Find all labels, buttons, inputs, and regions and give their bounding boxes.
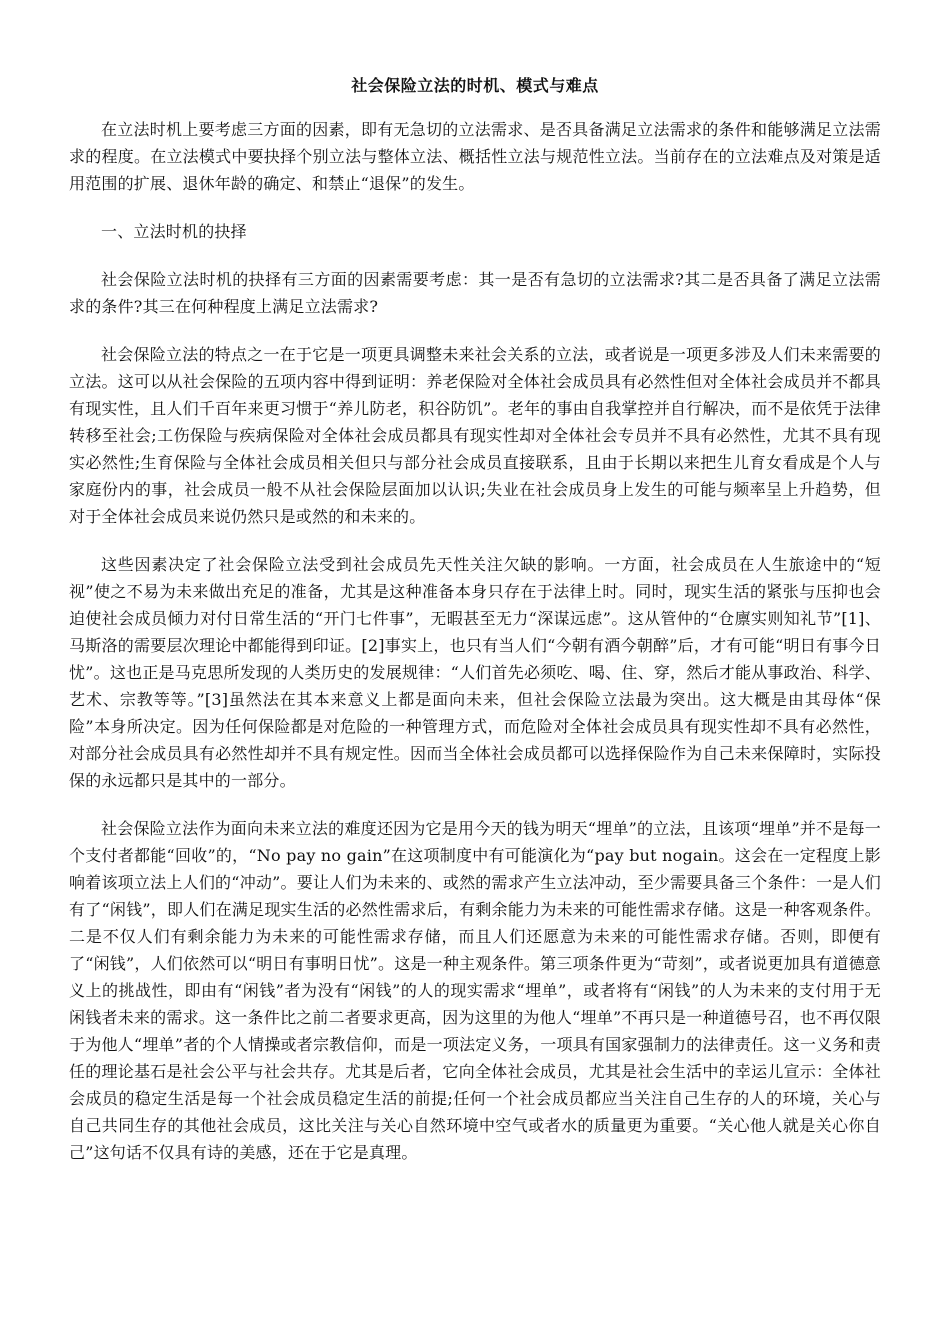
body-paragraph: 社会保险立法时机的抉择有三方面的因素需要考虑：其一是否有急切的立法需求?其二是否具备了满足立法需求的条件?其三在何种程度上满足立法需求? bbox=[69, 270, 881, 316]
body-paragraph: 社会保险立法作为面向未来立法的难度还因为它是用今天的钱为明天“埋单”的立法，且该项“埋单”并不是每一个支付者都能“回收”的，“No pay no gain”在这项制度中有可能演化为“pay but nogain。这会在一定程度上影响着该项立法上人们的“冲动”。要让人们为未来的、或然的需求产生立法冲动，至少需要具备三个条件：一是人们有了“闲钱”，即人们在满足现实生活的必然性需求后，有剩余能力为未来的可能性需求存储。这是一种客观条件。二是不仅人们有剩余能力为未来的可能性需求存储，而且人们还愿意为未来的可能性需求存储。否则，即便有了“闲钱”，人们依然可以“明日有事明日忧”。这是一种主观条件。第三项条件更为“苛刻”，或者说更加具有道德意义上的挑战性，即由有“闲钱”者为没有“闲钱”的人的现实需求“埋单”，或者将有“闲钱”的人为未来的支付用于无闲钱者未来的需求。这一条件比之前二者要求更高，因为这里的为他人“埋单”不再只是一种道德号召，也不再仅限于为他人“埋单”者的个人情操或者宗教信仰，而是一项法定义务，一项具有国家强制力的法律责任。这一义务和责任的理论基石是社会公平与社会共存。尤其是后者，它向全体社会成员，尤其是社会生活中的幸运儿宣示：全体社会成员的稳定生活是每一个社会成员稳定生活的前提;任何一个社会成员都应当关注自己生存的人的环境，关心与自己共同生存的其他社会成员，这比关注与关心自然环境中空气或者水的质量更为重要。“关心他人就是关心你自己”这句话不仅具有诗的美感，还在于它是真理。 bbox=[69, 819, 881, 1162]
abstract-paragraph: 在立法时机上要考虑三方面的因素，即有无急切的立法需求、是否具备满足立法需求的条件和能够满足立法需求的程度。在立法模式中要抉择个别立法与整体立法、概括性立法与规范性立法。当前存在的立法难点及对策是适用范围的扩展、退休年龄的确定、和禁止“退保”的发生。 bbox=[69, 120, 881, 193]
body-paragraph: 这些因素决定了社会保险立法受到社会成员先天性关注欠缺的影响。一方面，社会成员在人生旅途中的“短视”使之不易为未来做出充足的准备，尤其是这种准备本身只存在于法律上时。同时，现实生活的紧张与压抑也会迫使社会成员倾力对付日常生活的“开门七件事”，无暇甚至无力“深谋远虑”。这从管仲的“仓廪实则知礼节”[1]、马斯洛的需要层次理论中都能得到印证。[2]事实上，也只有当人们“今朝有酒今朝醉”后，才有可能“明日有事今日忧”。这也正是马克思所发现的人类历史的发展规律：“人们首先必须吃、喝、住、穿，然后才能从事政治、科学、艺术、宗教等等。”[3]虽然法在其本来意义上都是面向未来，但社会保险立法最为突出。这大概是由其母体“保险”本身所决定。因为任何保险都是对危险的一种管理方式，而危险对全体社会成员具有现实性却不具有必然性，对部分社会成员具有必然性却并不具有规定性。因而当全体社会成员都可以选择保险作为自己未来保障时，实际投保的永远都只是其中的一部分。 bbox=[69, 555, 881, 790]
document-title: 社会保险立法的时机、模式与难点 bbox=[351, 76, 599, 95]
section-heading: 一、立法时机的抉择 bbox=[101, 222, 247, 241]
body-paragraph: 社会保险立法的特点之一在于它是一项更具调整未来社会关系的立法，或者说是一项更多涉及人们未来需要的立法。这可以从社会保险的五项内容中得到证明：养老保险对全体社会成员具有必然性但对全体社会成员并不都具有现实性，且人们千百年来更习惯于“养儿防老，积谷防饥”。老年的事由自我掌控并自行解决，而不是依凭于法律转移至社会;工伤保险与疾病保险对全体社会成员都具有现实性却对全体社会专员并不具有必然性，尤其不具有现实必然性;生育保险与全体社会成员相关但只与部分社会成员直接联系，且由于长期以来把生儿育女看成是个人与家庭份内的事，社会成员一般不从社会保险层面加以认识;失业在社会成员身上发生的可能与频率呈上升趋势，但对于全体社会成员来说仍然只是或然的和未来的。 bbox=[69, 345, 881, 526]
document-page bbox=[69, 74, 881, 1187]
